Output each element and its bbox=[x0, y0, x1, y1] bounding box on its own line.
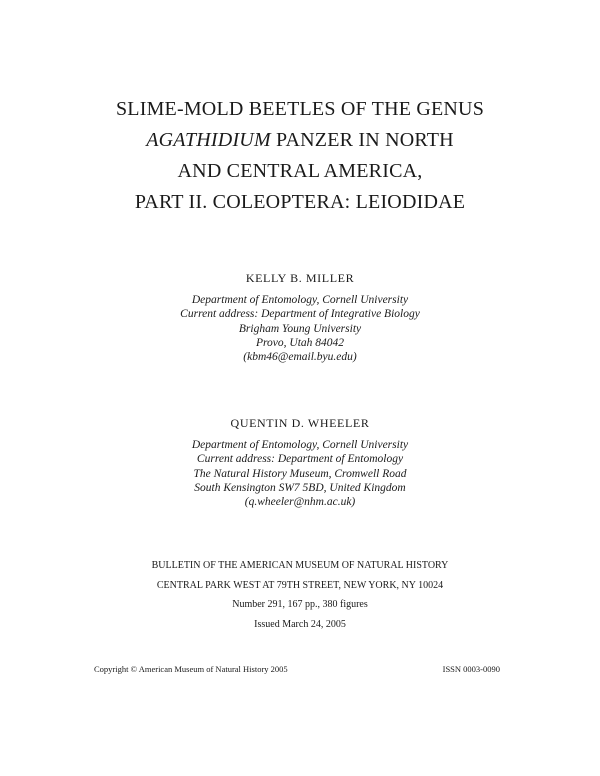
affiliation-line: South Kensington SW7 5BD, United Kingdom bbox=[194, 481, 406, 494]
author-name-1: KELLY B. MILLER bbox=[245, 271, 355, 285]
affiliation-line: Brigham Young University bbox=[238, 322, 362, 335]
issue-number: Number 291, 167 pp., 380 figures bbox=[232, 599, 368, 610]
title-line-2-rest: PANZER IN NORTH bbox=[270, 129, 454, 151]
title-line-3: AND CENTRAL AMERICA, bbox=[177, 160, 423, 182]
title-line-2 bbox=[0, 125, 600, 156]
title-line-4: PART II. COLEOPTERA: LEIODIDAE bbox=[134, 191, 466, 213]
author-email: (q.wheeler@nhm.ac.uk) bbox=[244, 496, 356, 509]
affiliation-line: Department of Entomology, Cornell University bbox=[191, 294, 409, 306]
affiliation-line: The Natural History Museum, Cromwell Road bbox=[193, 467, 407, 480]
genus-name: AGATHIDIUM bbox=[146, 129, 271, 151]
document-title bbox=[0, 94, 600, 218]
affiliation-line: Provo, Utah 84042 bbox=[255, 336, 345, 349]
author-affiliation-1 bbox=[0, 293, 600, 364]
author-email: (kbm46@email.byu.edu) bbox=[243, 351, 357, 364]
author-name-2: QUENTIN D. WHEELER bbox=[230, 416, 370, 430]
affiliation-line: Current address: Department of Entomology bbox=[196, 453, 404, 466]
affiliation-line: Department of Entomology, Cornell University bbox=[191, 439, 409, 451]
title-line-1: SLIME-MOLD BEETLES OF THE GENUS bbox=[115, 98, 485, 120]
publisher-address: CENTRAL PARK WEST AT 79TH STREET, NEW YORK, NY 10024 bbox=[156, 579, 444, 591]
bulletin-info bbox=[0, 556, 600, 634]
affiliation-line: Current address: Department of Integrative Biology bbox=[180, 308, 420, 321]
issue-date: Issued March 24, 2005 bbox=[254, 618, 346, 630]
bulletin-name: BULLETIN OF THE AMERICAN MUSEUM OF NATURAL HISTORY bbox=[151, 560, 449, 571]
issn-number: ISSN 0003-0090 bbox=[442, 664, 500, 674]
copyright-notice: Copyright © American Museum of Natural History 2005 bbox=[94, 664, 288, 674]
author-affiliation-2 bbox=[0, 438, 600, 509]
